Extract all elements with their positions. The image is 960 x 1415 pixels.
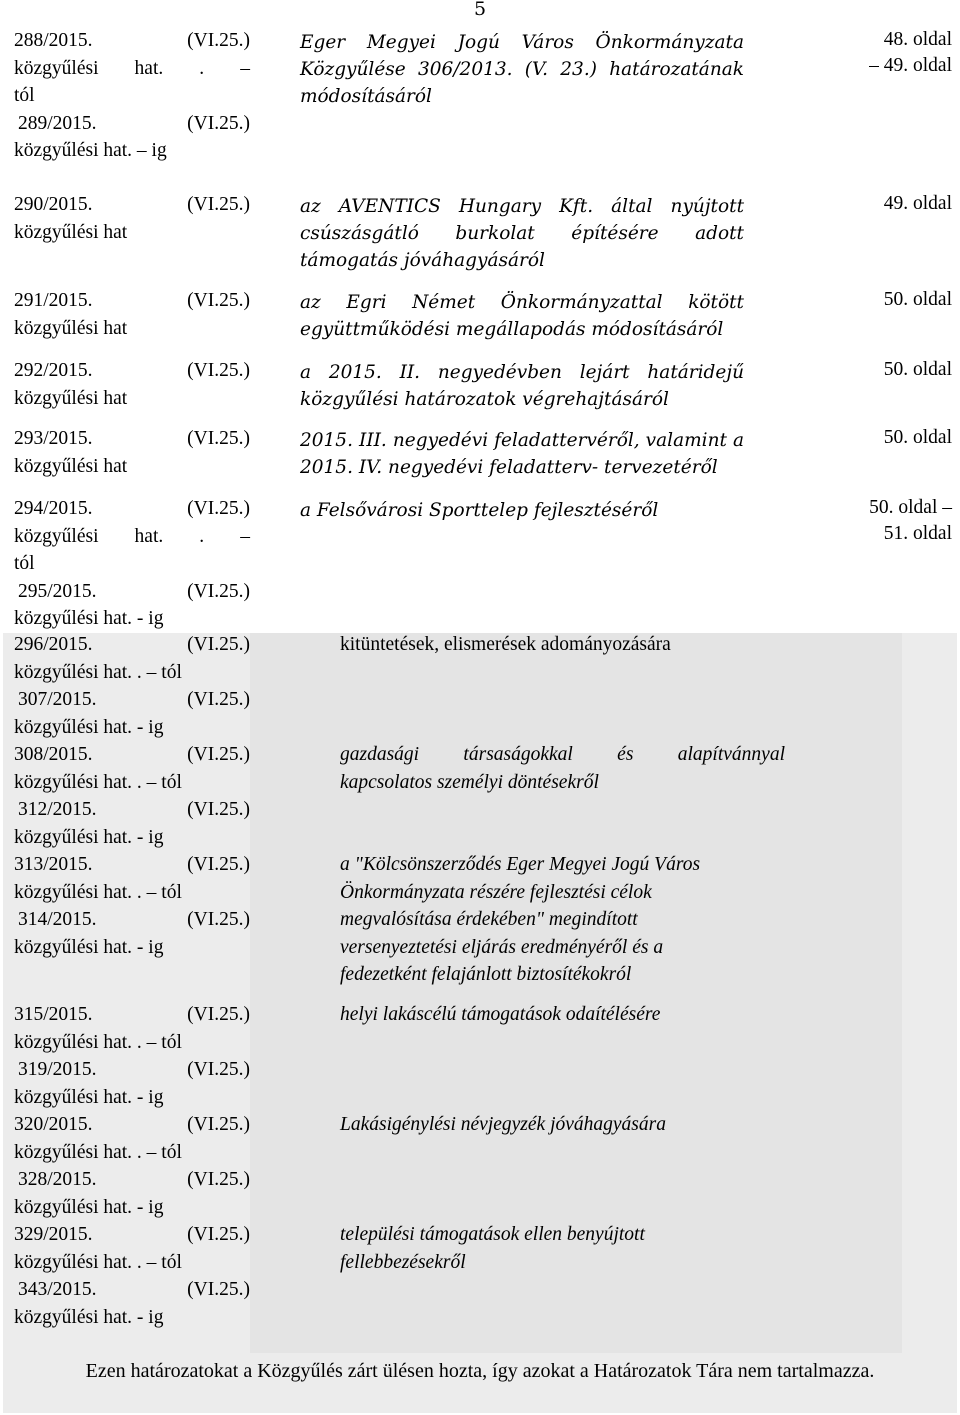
page-reference: 50. oldal — [883, 427, 952, 448]
resolution-reference: 296/2015. (VI.25.) közgyűlési hat. . – tól 307/2015. (VI.25.) közgyűlési hat. - ig — [14, 634, 250, 738]
resolution-description: a 2015. II. negyedévben lejárt határidejű közgyűlési határozatok végrehajtásáról — [300, 362, 744, 410]
resolution-reference: 293/2015. (VI.25.) közgyűlési hat — [14, 428, 250, 477]
resolution-reference: 288/2015. (VI.25.) közgyűlési hat. . – tól 289/2015. (VI.25.) közgyűlési hat. – ig — [14, 30, 250, 161]
resolution-reference: 291/2015. (VI.25.) közgyűlési hat — [14, 290, 250, 339]
resolution-description: gazdasági társaságokkal és alapítvánnyal kapcsolatos személyi döntésekről — [340, 744, 785, 793]
page-number: 5 — [473, 0, 487, 20]
resolution-reference: 308/2015. (VI.25.) közgyűlési hat. . – tól 312/2015. (VI.25.) közgyűlési hat. - ig — [14, 744, 250, 848]
resolution-reference: 292/2015. (VI.25.) közgyűlési hat — [14, 360, 250, 409]
resolution-description: az AVENTICS Hungary Kft. által nyújtott csúszásgátló burkolat építésére adott támogatás jóváhagyásáról — [300, 196, 744, 271]
resolution-reference: 290/2015. (VI.25.) közgyűlési hat — [14, 194, 250, 243]
resolution-description: kitüntetések, elismerések adományozására — [340, 634, 671, 655]
resolution-reference: 294/2015. (VI.25.) közgyűlési hat. . – tól 295/2015. (VI.25.) közgyűlési hat. - ig — [14, 498, 250, 629]
resolution-description: helyi lakáscélú támogatások odaítélésére — [340, 1004, 661, 1025]
closed-session-note: Ezen határozatokat a Közgyűlés zárt ülésen hozta, így azokat a Határozatok Tára nem tartalmazza. — [85, 1360, 875, 1382]
resolution-description: települési támogatások ellen benyújtott fellebbezésekről — [340, 1224, 645, 1273]
page-reference: 48. oldal – 49. oldal — [869, 29, 952, 76]
resolution-description: Lakásigénylési névjegyzék jóváhagyására — [340, 1114, 666, 1135]
resolution-description: Eger Megyei Jogú Város Önkormányzata Közgyűlése 306/2013. (V. 23.) határozatának módosításáról — [300, 32, 744, 107]
resolution-reference: 313/2015. (VI.25.) közgyűlési hat. . – tól 314/2015. (VI.25.) közgyűlési hat. - ig — [14, 854, 250, 958]
resolution-description: a "Kölcsönszerződés Eger Megyei Jogú Város Önkormányzata részére fejlesztési célok megvalósítása érdekében" megindított versenyeztetési eljárás eredményéről és a fedezetként felajánlott biztosítékokról — [340, 854, 701, 985]
resolution-reference: 320/2015. (VI.25.) közgyűlési hat. . – tól 328/2015. (VI.25.) közgyűlési hat. - ig — [14, 1114, 250, 1218]
page-reference: 50. oldal — [883, 289, 952, 310]
resolution-description: a Felsővárosi Sporttelep fejlesztéséről — [300, 500, 659, 521]
resolution-reference: 315/2015. (VI.25.) közgyűlési hat. . – tól 319/2015. (VI.25.) közgyűlési hat. - ig — [14, 1004, 250, 1108]
page-reference: 49. oldal — [883, 193, 952, 214]
resolution-reference: 329/2015. (VI.25.) közgyűlési hat. . – tól 343/2015. (VI.25.) közgyűlési hat. - ig — [14, 1224, 250, 1328]
page-reference: 50. oldal – 51. oldal — [869, 497, 952, 544]
resolution-description: 2015. III. negyedévi feladattervéről, valamint a 2015. IV. negyedévi feladatterv- tervezetéről — [300, 430, 744, 478]
resolution-description: az Egri Német Önkormányzattal kötött együttműködési megállapodás módosításáról — [300, 292, 744, 340]
page-reference: 50. oldal — [883, 359, 952, 380]
